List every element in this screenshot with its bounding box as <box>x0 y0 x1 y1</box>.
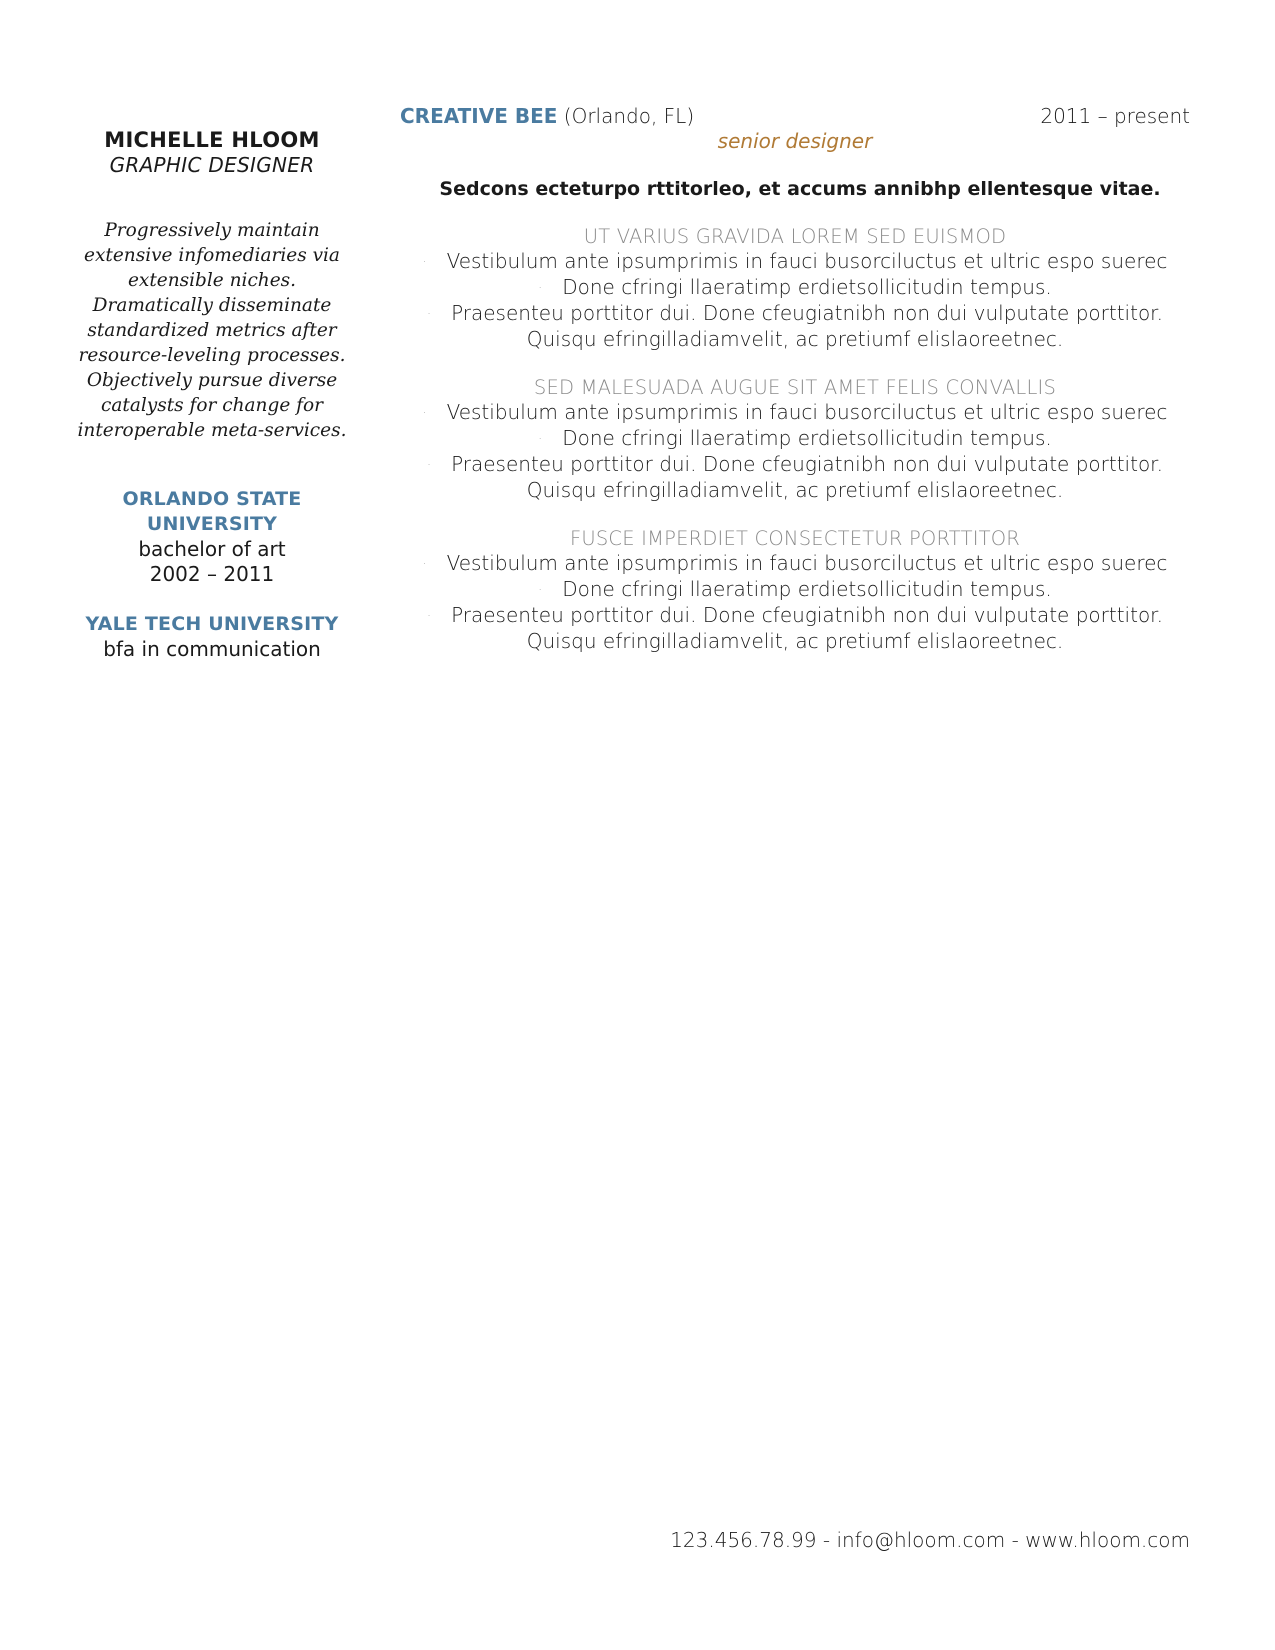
bullet-text: Praesenteu porttitor dui. Done cfeugiatnibh non dui vulputate porttitor. <box>451 603 1163 627</box>
experience-column <box>400 104 1190 654</box>
bullet-icon: · <box>427 609 431 623</box>
summary-line: Objectively pursue diverse <box>86 370 338 391</box>
continuation-line <box>400 629 1190 654</box>
profile-summary <box>62 218 362 443</box>
bullet-icon: · <box>422 255 427 269</box>
bullet-text: Done cfringi llaeratimp erdietsollicitudin tempus. <box>562 275 1052 299</box>
job-role: senior designer <box>717 129 873 153</box>
job-overview: Sedcons ecteturpo rttitorleo, et accums annibhp ellentesque vitae. <box>439 178 1161 200</box>
summary-line: Progressively maintain <box>104 220 320 241</box>
bullet-line <box>400 577 1190 603</box>
bullet-line <box>400 426 1190 452</box>
bullet-line <box>400 249 1190 275</box>
summary-line: interoperable meta-services. <box>77 420 347 441</box>
bullet-line <box>400 603 1190 629</box>
left-column <box>62 128 362 662</box>
bullet-text: Vestibulum ante ipsumprimis in fauci busorciluctus et ultric espo suerec <box>446 249 1168 273</box>
bullet-text: Quisqu efringilladiamvelit, ac pretiumf elislaoreetnec. <box>526 478 1064 502</box>
bullet-text: Vestibulum ante ipsumprimis in fauci busorciluctus et ultric espo suerec <box>446 400 1168 424</box>
job-dates: 2011 – present <box>1040 104 1190 128</box>
experience-section <box>400 224 1190 352</box>
summary-line: standardized metrics after <box>87 320 337 341</box>
education-years: 2002 – 2011 <box>149 562 275 586</box>
bullet-icon: · <box>538 432 543 446</box>
candidate-name: MICHELLE HLOOM <box>104 128 320 152</box>
bullet-text: Done cfringi llaeratimp erdietsollicitudin tempus. <box>562 577 1052 601</box>
bullet-line <box>400 275 1190 301</box>
continuation-line <box>400 478 1190 503</box>
bullet-icon: · <box>422 557 427 571</box>
company-location: (Orlando, FL) <box>557 104 695 128</box>
bullet-icon: · <box>427 307 431 321</box>
bullet-text: Done cfringi llaeratimp erdietsollicitudin tempus. <box>562 426 1052 450</box>
company-name: CREATIVE BEE <box>400 104 558 128</box>
bullet-text: Praesenteu porttitor dui. Done cfeugiatnibh non dui vulputate porttitor. <box>451 301 1163 325</box>
bullet-icon: · <box>427 458 431 472</box>
job-header <box>400 104 1190 129</box>
school-name: ORLANDO STATE UNIVERSITY <box>122 488 302 535</box>
bullet-line <box>400 400 1190 426</box>
degree: bachelor of art <box>138 537 286 561</box>
summary-line: Dramatically disseminate <box>92 295 332 316</box>
bullet-text: Quisqu efringilladiamvelit, ac pretiumf elislaoreetnec. <box>526 327 1064 351</box>
degree: bfa in communication <box>103 637 321 661</box>
education-entry-yale <box>62 612 362 662</box>
bullet-line <box>400 551 1190 577</box>
summary-line: resource-leveling processes. <box>78 345 346 366</box>
section-title: FUSCE IMPERDIET CONSECTETUR PORTTITOR <box>569 527 1021 550</box>
bullet-text: Praesenteu porttitor dui. Done cfeugiatnibh non dui vulputate porttitor. <box>451 452 1163 476</box>
candidate-title: GRAPHIC DESIGNER <box>109 153 315 177</box>
school-name: YALE TECH UNIVERSITY <box>85 613 339 635</box>
continuation-line <box>400 327 1190 352</box>
bullet-text: Quisqu efringilladiamvelit, ac pretiumf elislaoreetnec. <box>526 629 1064 653</box>
bullet-icon: · <box>538 583 543 597</box>
experience-section <box>400 526 1190 654</box>
bullet-text: Vestibulum ante ipsumprimis in fauci busorciluctus et ultric espo suerec <box>446 551 1168 575</box>
bullet-icon: · <box>422 406 427 420</box>
section-title: UT VARIUS GRAVIDA LOREM SED EUISMOD <box>583 225 1007 248</box>
footer-contact: 123.456.78.99 - info@hloom.com - www.hloom.com <box>670 1528 1190 1552</box>
experience-section <box>400 375 1190 503</box>
section-title: SED MALESUADA AUGUE SIT AMET FELIS CONVALLIS <box>533 376 1057 399</box>
bullet-line <box>400 301 1190 327</box>
summary-line: extensible niches. <box>127 270 297 291</box>
summary-line: extensive infomediaries via <box>84 245 340 266</box>
education-entry-orlando <box>62 487 362 587</box>
bullet-icon: · <box>538 281 543 295</box>
summary-line: catalysts for change for <box>101 395 323 416</box>
bullet-line <box>400 452 1190 478</box>
